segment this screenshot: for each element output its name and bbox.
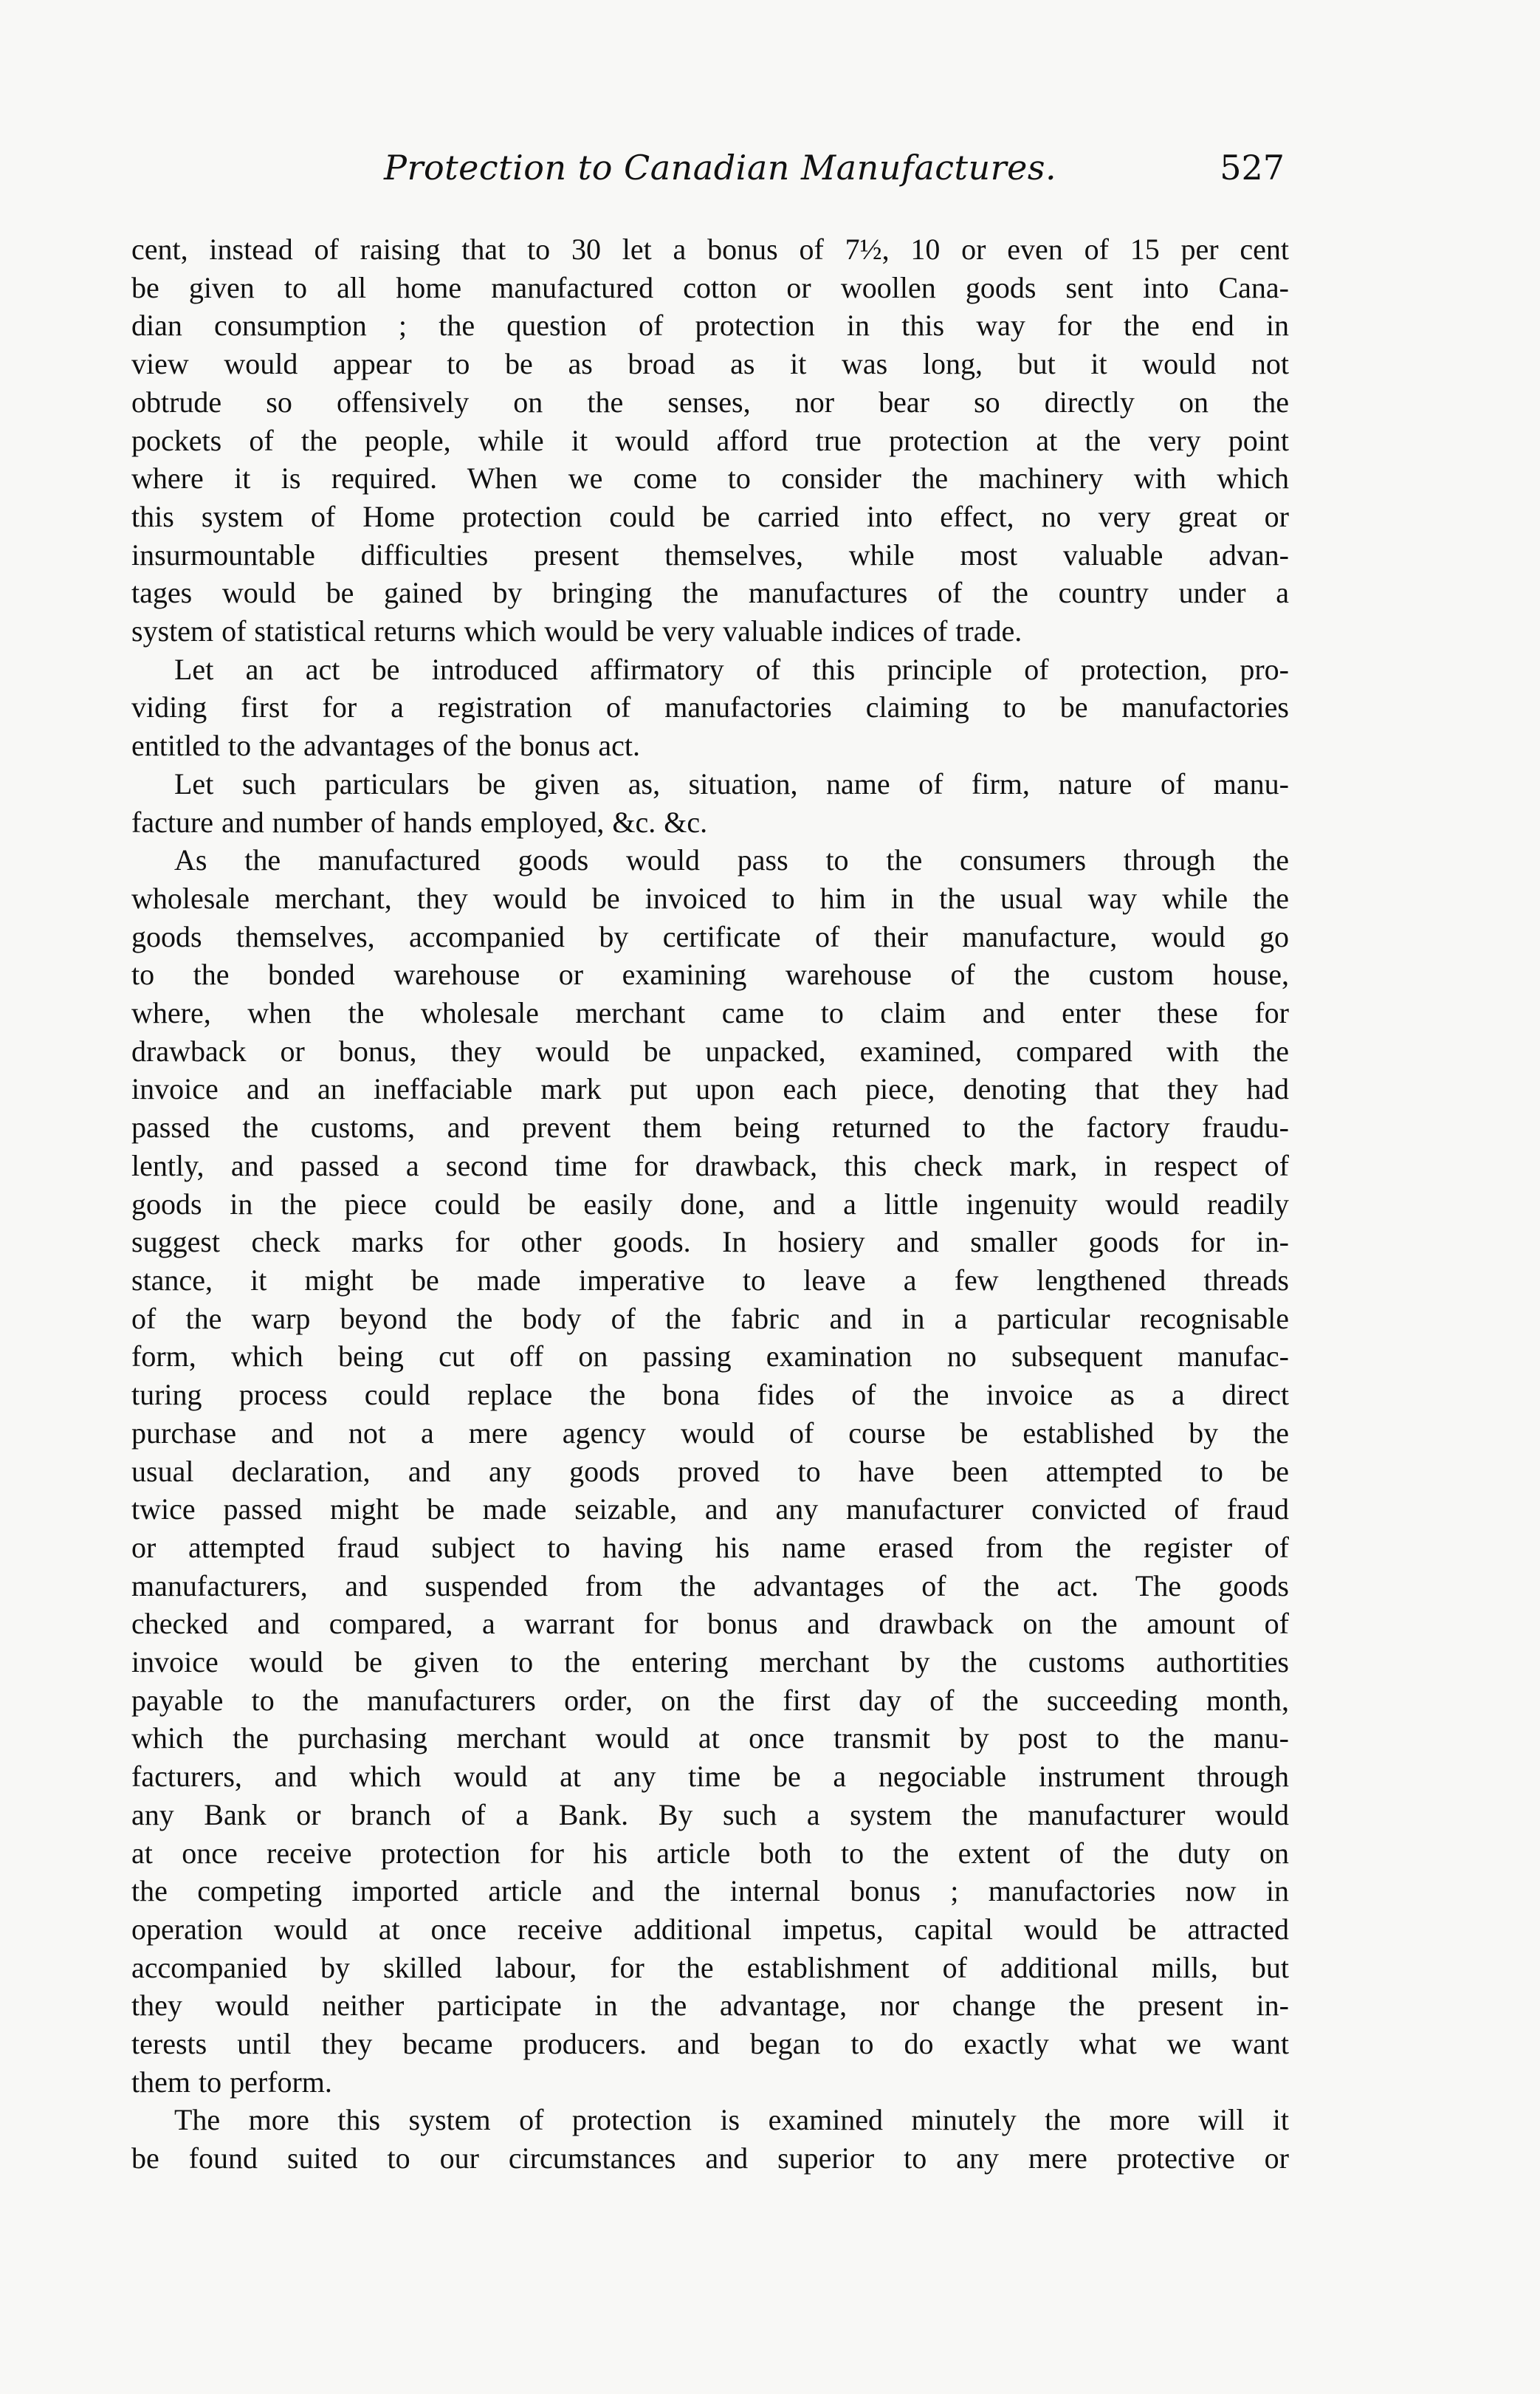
text-line: be given to all home manufactured cotton or woollen goods sent into Cana- <box>131 270 1289 304</box>
text-line: drawback or bonus, they would be unpacked, examined, compared with the <box>131 1034 1289 1068</box>
text-line: usual declaration, and any goods proved to have been attempted to be <box>131 1454 1289 1488</box>
text-line: insurmountable difficulties present themselves, while most valuable advan- <box>131 538 1289 572</box>
text-line: dian consumption ; the question of protection in this way for the end in <box>131 309 1289 343</box>
text-line: goods in the piece could be easily done, and a little ingenuity would readily <box>131 1187 1289 1221</box>
text-line: cent, instead of raising that to 30 let a bonus of 7½, 10 or even of 15 per cent <box>131 233 1289 266</box>
text-line: facture and number of hands employed, &c. &c. <box>131 805 708 839</box>
page-number: 527 <box>1220 148 1285 188</box>
text-line: obtrude so offensively on the senses, nor bear so directly on the <box>131 385 1289 419</box>
text-line: operation would at once receive additional impetus, capital would be attracted <box>131 1912 1289 1946</box>
text-line: them to perform. <box>131 2065 332 2099</box>
text-line: facturers, and which would at any time be a negociable instrument through <box>131 1760 1289 1794</box>
text-line: passed the customs, and prevent them being returned to the factory fraudu- <box>131 1111 1289 1145</box>
text-line: view would appear to be as broad as it was long, but it would not <box>131 347 1289 381</box>
text-line: tages would be gained by bringing the manufactures of the country under a <box>131 576 1289 610</box>
text-line: form, which being cut off on passing examination no subsequent manufac- <box>131 1340 1289 1373</box>
page-header <box>133 148 1285 199</box>
text-line: viding first for a registration of manufactories claiming to be manufactories <box>131 690 1289 724</box>
text-line: they would neither participate in the advantage, nor change the present in- <box>131 1989 1289 2023</box>
running-title: Protection to Canadian Manufactures. <box>384 148 1057 188</box>
text-line: goods themselves, accompanied by certificate of their manufacture, would go <box>131 919 1289 953</box>
text-line: suggest check marks for other goods. In hosiery and smaller goods for in- <box>131 1225 1289 1259</box>
text-line: invoice and an ineffaciable mark put upon each piece, denoting that they had <box>131 1072 1289 1106</box>
text-line: wholesale merchant, they would be invoiced to him in the usual way while the <box>131 881 1289 915</box>
text-line: purchase and not a mere agency would of course be established by the <box>131 1416 1289 1450</box>
text-line: this system of Home protection could be carried into effect, no very great or <box>131 499 1289 533</box>
text-line: The more this system of protection is examined minutely the more will it <box>174 2103 1289 2137</box>
text-line: where it is required. When we come to consider the machinery with which <box>131 462 1289 495</box>
text-line: to the bonded warehouse or examining warehouse of the custom house, <box>131 958 1289 992</box>
text-line: terests until they became producers. and began to do exactly what we want <box>131 2027 1289 2061</box>
text-line: As the manufactured goods would pass to the consumers through the <box>174 843 1289 877</box>
text-line: manufacturers, and suspended from the advantages of the act. The goods <box>131 1568 1289 1602</box>
text-line: lently, and passed a second time for drawback, this check mark, in respect of <box>131 1148 1289 1182</box>
text-line: invoice would be given to the entering merchant by the customs authortities <box>131 1645 1289 1679</box>
text-line: at once receive protection for his article both to the extent of the duty on <box>131 1836 1289 1870</box>
text-line: any Bank or branch of a Bank. By such a system the manufacturer would <box>131 1797 1289 1831</box>
text-line: Let an act be introduced affirmatory of this principle of protection, pro- <box>174 652 1289 686</box>
text-line: the competing imported article and the internal bonus ; manufactories now in <box>131 1874 1289 1908</box>
text-line: of the warp beyond the body of the fabric and in a particular recognisable <box>131 1301 1289 1335</box>
text-line: be found suited to our circumstances and superior to any mere protective or <box>131 2141 1289 2175</box>
text-line: or attempted fraud subject to having his name erased from the register of <box>131 1530 1289 1564</box>
text-line: Let such particulars be given as, situation, name of firm, nature of manu- <box>174 766 1289 800</box>
text-line: accompanied by skilled labour, for the establishment of additional mills, but <box>131 1950 1289 1984</box>
text-line: payable to the manufacturers order, on the first day of the succeeding month, <box>131 1683 1289 1717</box>
text-line: where, when the wholesale merchant came to claim and enter these for <box>131 996 1289 1030</box>
text-line: turing process could replace the bona fides of the invoice as a direct <box>131 1378 1289 1412</box>
text-line: twice passed might be made seizable, and any manufacturer convicted of fraud <box>131 1492 1289 1526</box>
text-line: entitled to the advantages of the bonus act. <box>131 729 641 763</box>
text-line: stance, it might be made imperative to leave a few lengthened threads <box>131 1263 1289 1297</box>
text-line: system of statistical returns which would be very valuable indices of trade. <box>131 614 1022 648</box>
text-line: checked and compared, a warrant for bonus and drawback on the amount of <box>131 1607 1289 1641</box>
text-line: pockets of the people, while it would afford true protection at the very point <box>131 423 1289 457</box>
body-text <box>131 230 1289 2178</box>
text-line: which the purchasing merchant would at once transmit by post to the manu- <box>131 1721 1289 1755</box>
